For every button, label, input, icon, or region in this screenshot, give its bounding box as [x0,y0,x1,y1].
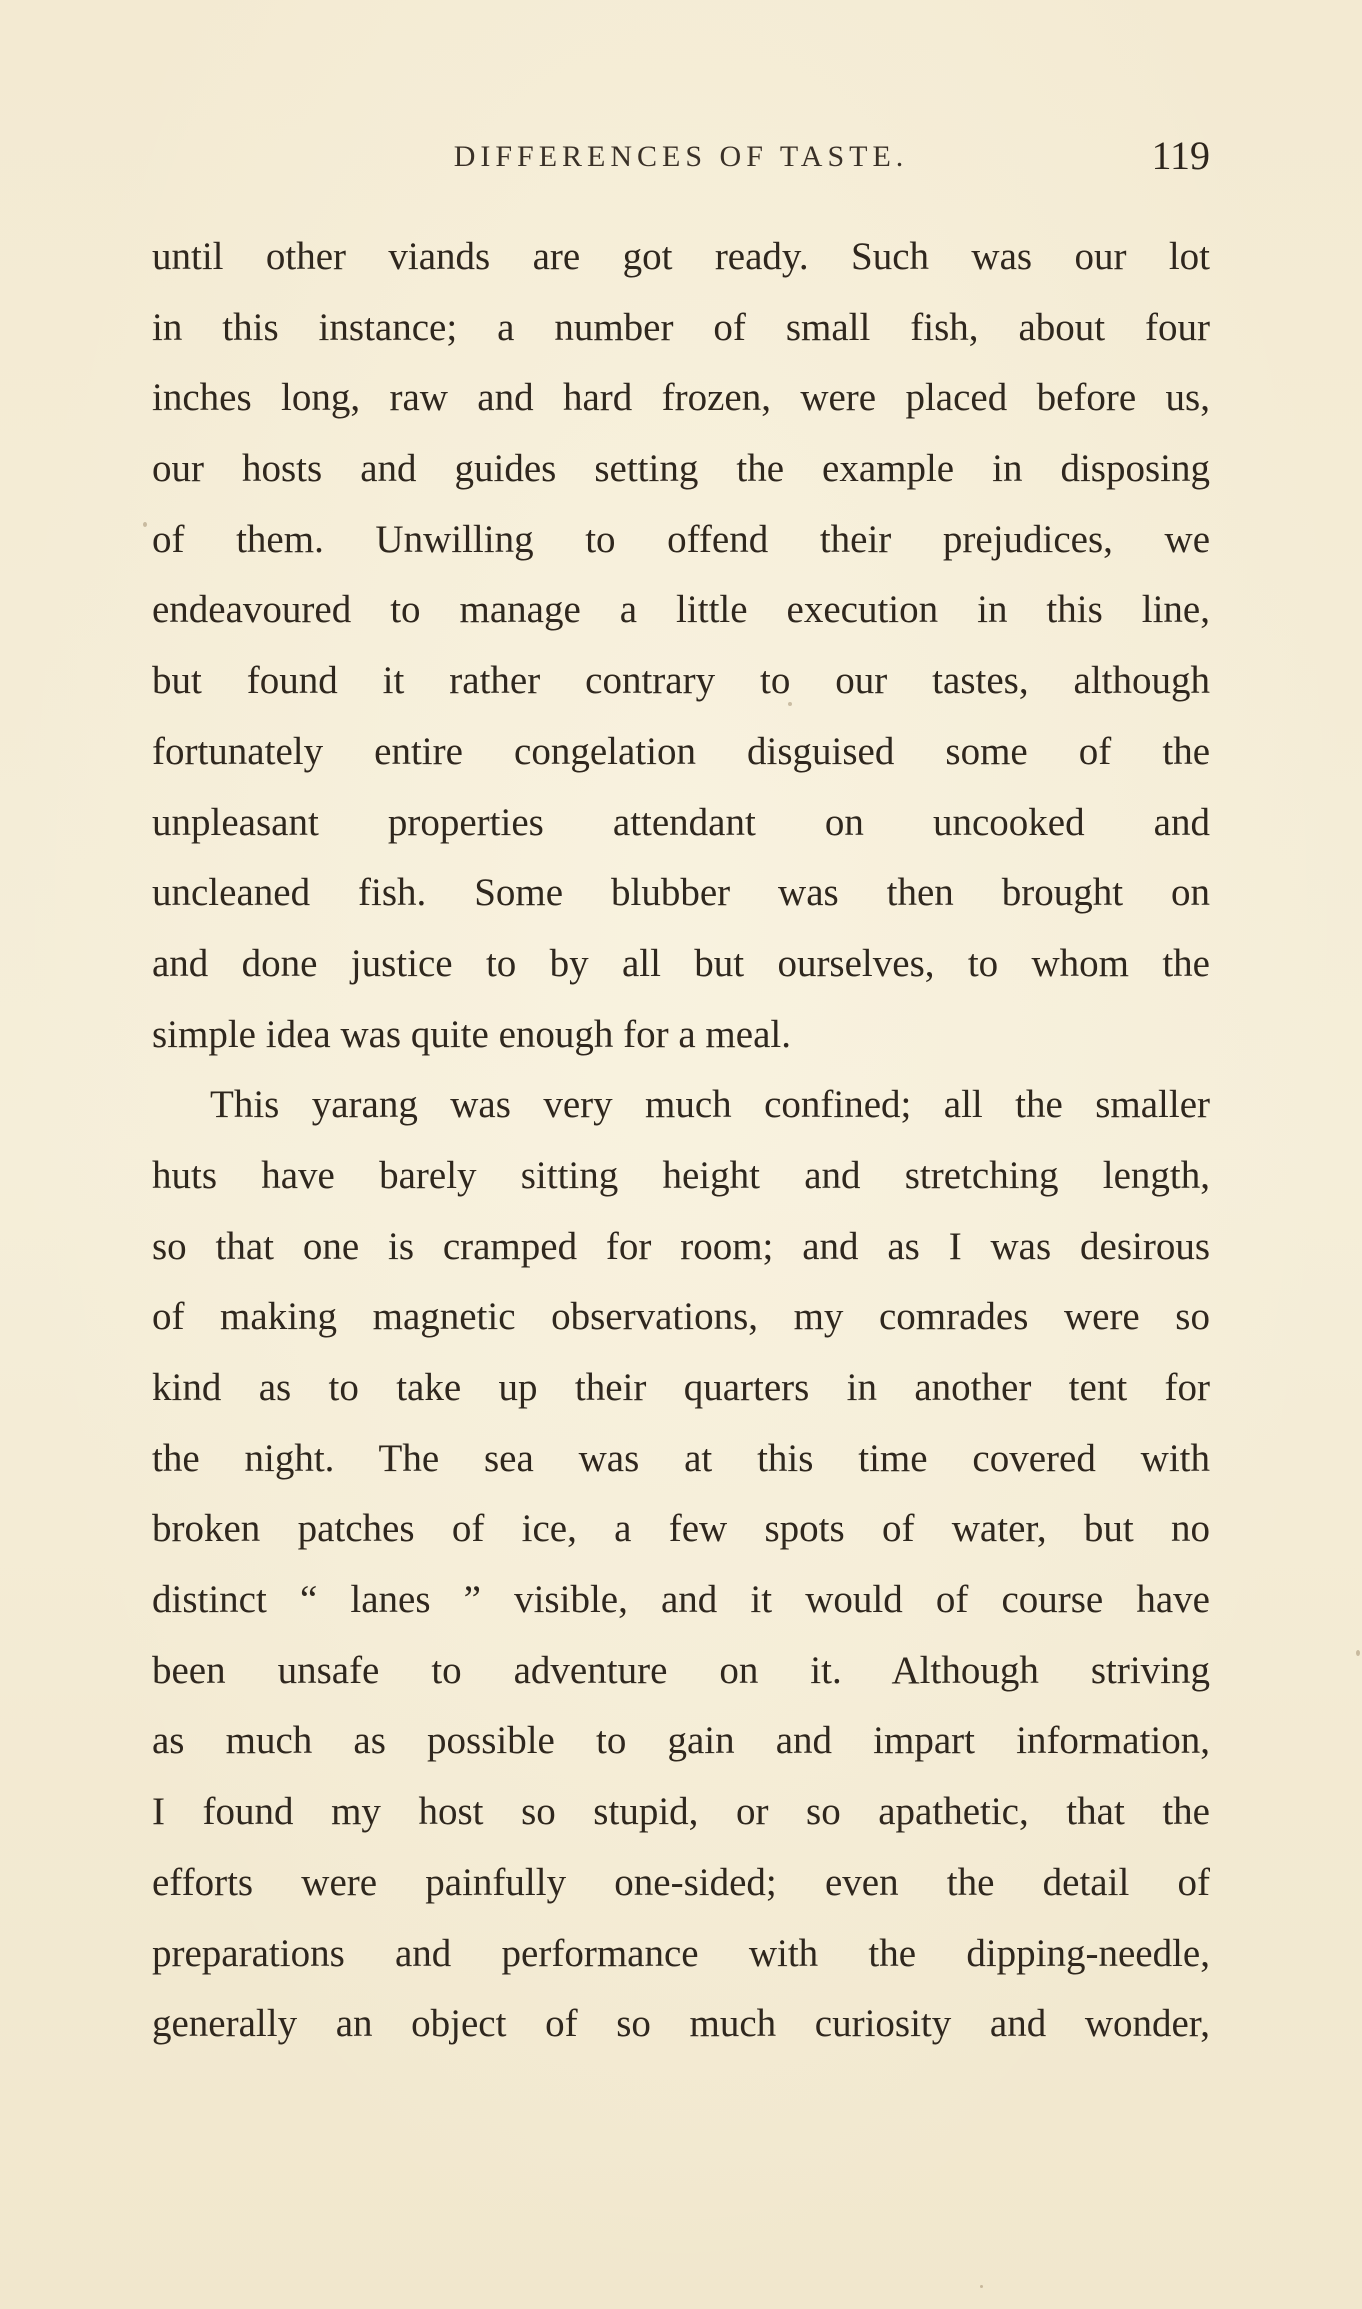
text-line: the night. The sea was at this time covered with [152,1436,1210,1480]
text-line: of them. Unwilling to offend their prejudices, we [152,517,1210,561]
text-line: preparations and performance with the dipping-needle, [152,1931,1210,1975]
body-text [152,222,1210,2060]
paragraph-end-line: simple idea was quite enough for a meal. [152,1012,791,1056]
paper-speck [1356,1650,1360,1656]
paper-speck [143,522,147,527]
text-line: kind as to take up their quarters in another tent for [152,1366,1210,1409]
text-line: our hosts and guides setting the example in disposing [152,447,1210,491]
text-line: distinct “ lanes ” visible, and it would of course have [152,1578,1210,1622]
page-number: 119 [1151,133,1210,178]
text-line: uncleaned fish. Some blubber was then brought on [152,871,1210,915]
text-line: generally an object of so much curiosity and wonder, [152,2002,1210,2046]
paragraph-start-line: This yarang was very much confined; all the smaller [210,1083,1210,1127]
text-line: of making magnetic observations, my comrades were so [152,1295,1210,1339]
text-line: fortunately entire congelation disguised some of the [152,729,1210,773]
text-line: been unsafe to adventure on it. Although striving [152,1648,1210,1692]
text-line: so that one is cramped for room; and as I was desirous [152,1224,1210,1268]
text-line: and done justice to by all but ourselves, to whom the [152,941,1210,985]
text-line: but found it rather contrary to our tastes, although [152,659,1210,703]
text-line: endeavoured to manage a little execution in this line, [152,588,1210,632]
text-line: unpleasant properties attendant on uncooked and [152,800,1210,844]
running-head [152,132,1210,188]
text-line: huts have barely sitting height and stretching length, [152,1153,1210,1197]
text-line: inches long, raw and hard frozen, were placed before us, [152,376,1210,420]
paper-speck [788,702,792,706]
text-line: until other viands are got ready. Such was our lot [152,235,1210,278]
text-line: as much as possible to gain and impart information, [152,1719,1210,1763]
paper-speck [980,2285,983,2288]
running-title: DIFFERENCES OF TASTE. [453,140,909,173]
text-line: in this instance; a number of small fish, about four [152,305,1210,349]
text-line: broken patches of ice, a few spots of water, but no [152,1507,1210,1551]
text-line: I found my host so stupid, or so apathetic, that the [152,1790,1210,1834]
text-line: efforts were painfully one-sided; even the detail of [152,1860,1210,1904]
